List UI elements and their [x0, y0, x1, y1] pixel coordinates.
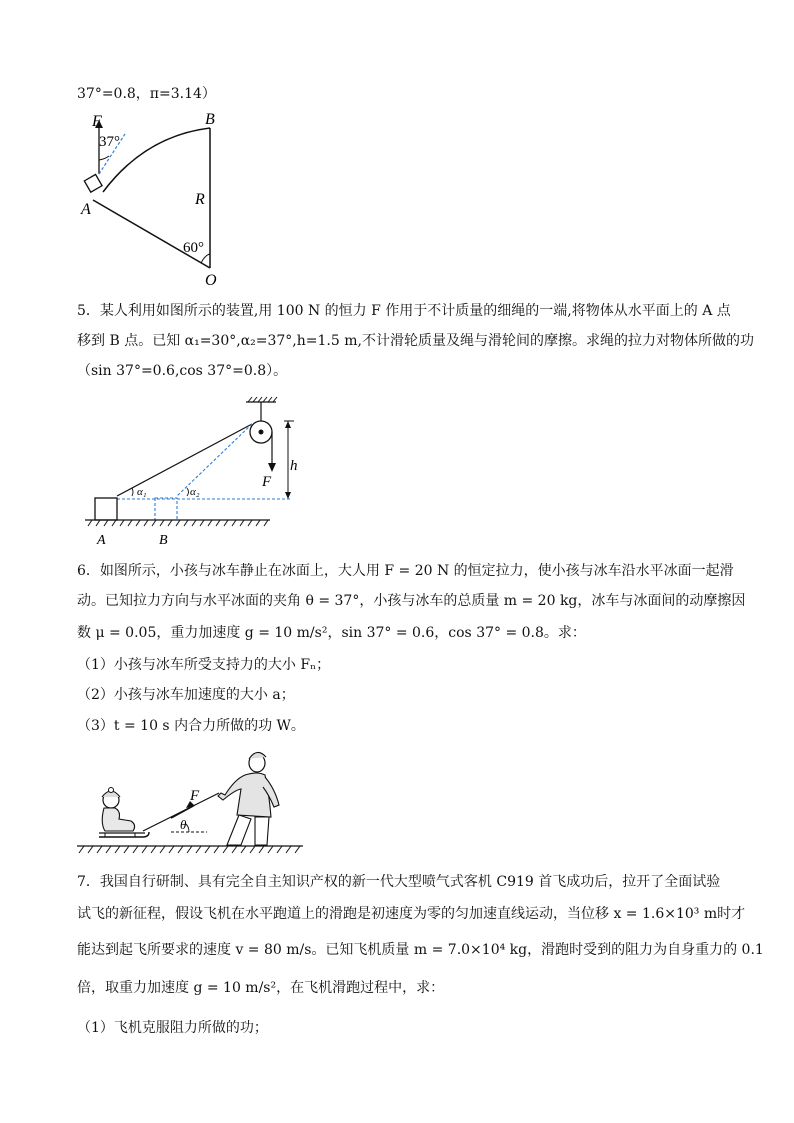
angle-arc: [99, 156, 109, 160]
q6-line-3: 数 μ = 0.05，重力加速度 g = 10 m/s²，sin 37° = 0.6，cos 37° = 0.8。求：: [77, 625, 586, 641]
q6-sub-1: （1）小孩与冰车所受支持力的大小 Fₙ；: [77, 657, 331, 673]
label-b: B: [205, 111, 215, 128]
block-b-dashed: [155, 498, 177, 520]
angle-a1-arc: [132, 488, 133, 496]
label-h: h: [290, 458, 298, 474]
h-arrow-bottom: [285, 492, 291, 499]
q7-line-3: 能达到起飞所要求的速度 v = 80 m/s。已知飞机质量 m = 7.0×10⁴ kg，滑跑时受到的阻力为自身重力的 0.1: [77, 942, 764, 958]
ice-hatch: [79, 846, 300, 853]
q5-line-3: （sin 37°=0.6,cos 37°=0.8）。: [77, 363, 288, 379]
q7-line-4: 倍，取重力加速度 g = 10 m/s²，在飞机滑跑过程中，求：: [77, 980, 445, 996]
ground-hatch: [88, 520, 268, 526]
q7-line-2: 试飞的新征程，假设飞机在水平跑道上的滑跑是初速度为零的匀加速直线运动，当位移 x = 1.6×10³ m时才: [77, 906, 746, 922]
force-f-arrowhead: [268, 463, 276, 472]
label-r: R: [195, 191, 205, 208]
adult-figure: [218, 752, 279, 845]
label-alpha1: α₁: [137, 486, 147, 498]
label-b: B: [159, 533, 168, 548]
q6-figure: [75, 745, 305, 860]
q5-line-2: 移到 B 点。已知 α₁=30°,α₂=37°,h=1.5 m,不计滑轮质量及绳与滑轮间的摩擦。求绳的拉力对物体所做的功: [77, 333, 754, 349]
block-a: [95, 498, 117, 520]
theta-arc: [186, 824, 189, 832]
q6-line-1: 6．如图所示，小孩与冰车静止在冰面上，大人用 F = 20 N 的恒定拉力，使小孩与冰车沿水平冰面一起滑: [77, 563, 734, 579]
q6-sub-3: （3）t = 10 s 内合力所做的功 W。: [77, 718, 305, 734]
q5-line-1: 5．某人利用如图所示的装置,用 100 N 的恒力 F 作用于不计质量的细绳的一端,将物体从水平面上的 A 点: [77, 303, 731, 319]
pulley-axle: [259, 430, 264, 435]
q7-line-1: 7．我国自行研制、具有完全自主知识产权的新一代大型喷气式客机 C919 首飞成功后，拉开了全面试验: [77, 874, 721, 890]
q5-figure: [80, 392, 310, 552]
label-f: F: [92, 113, 102, 130]
q6-sub-2: （2）小孩与冰车加速度的大小 a；: [77, 687, 295, 703]
ceiling-hatch: [248, 397, 277, 402]
label-f: F: [190, 788, 200, 804]
label-a: A: [81, 201, 91, 218]
q4-figure: [75, 108, 235, 288]
label-a: A: [97, 533, 106, 548]
radius-oa: [93, 200, 210, 268]
label-60: 60°: [183, 240, 204, 256]
q7-sub-1: （1）飞机克服阻力所做的功；: [77, 1020, 268, 1036]
label-o: O: [205, 272, 217, 288]
rope-to-b-dashed: [177, 424, 252, 496]
label-theta: θ: [180, 817, 187, 832]
label-alpha2: α₂: [190, 486, 200, 498]
q6-line-2: 动。已知拉力方向与水平冰面的夹角 θ = 37°，小孩与冰车的总质量 m = 20 kg，冰车与冰面间的动摩擦因: [77, 593, 746, 609]
q4-tail-text: 37°=0.8，π=3.14）: [77, 86, 216, 102]
child-figure: [102, 788, 135, 832]
label-37: 37°: [99, 134, 120, 150]
block-a: [84, 174, 102, 192]
h-arrow-top: [285, 421, 291, 428]
angle-a2-arc: [187, 488, 189, 496]
sled: [99, 832, 149, 837]
label-f: F: [262, 474, 272, 490]
